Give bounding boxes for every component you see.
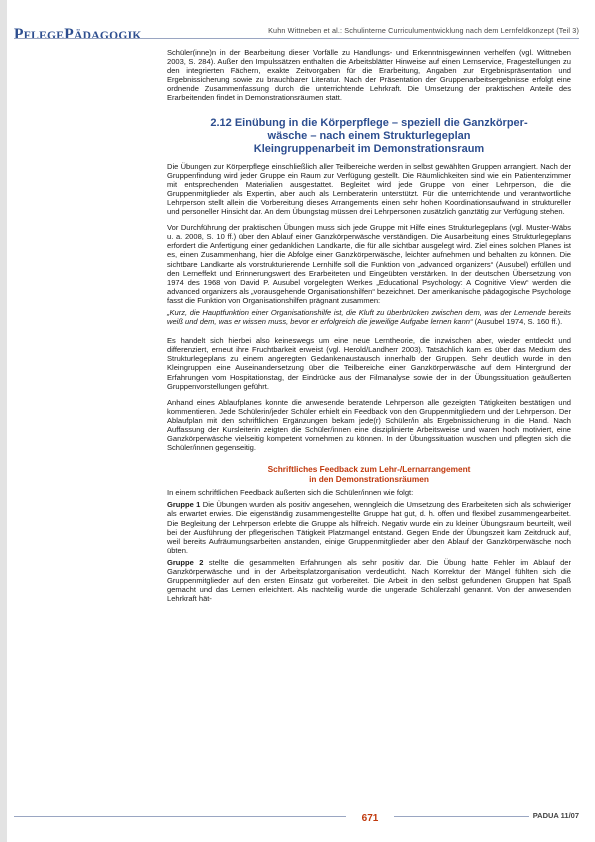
running-head: Kuhn Wittneben et al.: Schulinterne Curriculumentwicklung nach dem Lernfeldkonzept (Teil 3) xyxy=(268,26,579,35)
group-2-text: stellte die gesammelten Erfahrungen als sehr positiv dar. Die Übung hatte Fehler im Ablauf der Ganzkörperwäsche und in der Arbeitsplatzorganisation verdeutlicht. Nach Korrektur der Mängel fühlten sich die Gruppenmitglieder auf den ersten Einsatz gut vorbereitet. Die Arbeit in den selbst gefundenen Gruppen hat Spaß gemacht und das Lernen erleichtert. Als nachteilig wurde die ungerade Schülerzahl genannt. Von der anwesenden Lehrkraft hät- xyxy=(167,557,571,604)
footer-rule xyxy=(14,816,579,817)
subheading-line-2: in den Demonstrationsräumen xyxy=(309,474,429,485)
section-title-line-1: 2.12 Einübung in die Körperpflege – speziell die Ganzkörper- xyxy=(210,116,528,129)
subheading-line-1: Schriftliches Feedback zum Lehr-/Lernarrangement xyxy=(267,464,471,475)
logo-part-2: ÄDAGOGIK xyxy=(74,30,142,42)
page-footer xyxy=(14,810,579,832)
group-1-text: Die Übungen wurden als positiv angesehen, wenngleich die Umsetzung des Erarbeiteten sich als schwieriger als erwartet erwies. Die eigenständig zusammengestellte Gruppe hat gut, d. h. offen und flexibel zusammengearbeitet. Die Begleitung der Lehrperson erlebte die Gruppe als hilfreich. Negativ wurde ein zu kleiner Übungsraum beurteilt, weil bei der Ausführung der pflegerischen Tätigkeit Platzmangel entstand. Gegen Ende der Übungszeit kam Zeitdruck auf, weil bereits Aufräumungsarbeiten anstanden, einige Gruppenmitglieder aber den Ablauf der Ganzkörperwäsche noch übten. xyxy=(167,500,571,555)
page-margin-bar xyxy=(0,0,7,842)
paragraph-5: In einem schriftlichen Feedback äußerten sich die Schüler/innen wie folgt: xyxy=(167,488,414,498)
logo-initial-2: P xyxy=(64,26,75,43)
group-2-label: Gruppe 2 xyxy=(167,557,204,567)
subheading xyxy=(167,464,571,484)
quote-source: (Ausubel 1974, S. 160 ff.). xyxy=(472,317,563,327)
section-title-line-2: wäsche – nach einem Strukturlegeplan xyxy=(267,129,471,142)
section-title-line-3: Kleingruppenarbeit im Demonstrationsraum xyxy=(253,142,485,155)
paragraph-1: Die Übungen zur Körperpflege einschließlich aller Teilbereiche werden in selbst gewählten Gruppen arrangiert. Nach der Gruppenfindung wird jeder Gruppe ein Raum zur Verfügung gestellt. Die Räumlichkeiten sind wie ein Patientenzimmer mit entsprechenden Materialien ausgestattet. Begleitet wird jede Gruppe von einer Lehrperson, die die Gruppenmitglieder als Expertin, aber auch als Lernberaterin unterstützt. Für die unterrichtende und verantwortliche Lehrperson stellt allein die Vorbereitung dieses Arrangements einen sehr hohen Koordinationsaufwand in struktureller und personeller Hinsicht dar. An dem Übungstag müssen drei Lehrpersonen zusätzlich ganztätig zur Verfügung stehen. xyxy=(167,161,571,217)
journal-issue: PADUA 11/07 xyxy=(529,810,579,822)
group-2-feedback xyxy=(167,558,571,603)
paragraph-3: Es handelt sich hierbei also keineswegs um eine neue Lerntheorie, die inzwischen aber, wieder entdeckt und differenziert, erneut ihre Fruchtbarkeit erweist (vgl. Herold/Landherr 2003). Tatsächlich kam es über das Medium des Strukturlegeplans zu einem angeregten Gedankenaustausch innerhalb der Gruppen. Sehr deutlich wurde in den Kleingruppen eine Auseinandersetzung über die Teilbereiche einer Ganzkörperwäsche auf dem Hintergrund der Erfahrungen vom Hospitationstag, der Eindrücke aus der Filmanalyse sowie der in der Übungssituation geäußerten Gruppenvorstellungen geführt. xyxy=(167,336,571,391)
page-number-box xyxy=(346,808,394,824)
section-title xyxy=(167,117,571,156)
journal-logo xyxy=(14,26,142,44)
block-quote xyxy=(167,308,571,326)
page-number: 671 xyxy=(361,813,379,824)
quote-text: „Kurz, die Hauptfunktion einer Organisationshilfe ist, die Kluft zu überbrücken zwischen dem, was der Lernende bereits weiß und dem, was er wissen muss, bevor er erfolgreich die jeweilige Aufgabe lernen kann“ xyxy=(167,307,571,327)
header-rule xyxy=(14,38,579,39)
paragraph-4: Anhand eines Ablaufplanes konnte die anwesende beratende Lehrperson alle gezeigten Tätigkeiten bestätigen und kommentieren. Jede Schülerin/jeder Schüler erhielt ein Feedback von den Gruppenmitgliedern und der Lehrperson. Der Ablaufplan mit den schriftlichen Ergänzungen bekam jede(r) Schüler/in als Ergebnissicherung in die Hand. Nach Auffassung der Kursleiterin zeigten die Schüler/innen eine disziplinierte Arbeitsweise und waren hoch motiviert, eine Ganzkörperwäsche vielseitig kompetent vornehmen zu können. In der Übungssituation wuschen und pflegten sich die Schüler/innen gegenseitig. xyxy=(167,397,571,453)
intro-paragraph: Schüler(inne)n in der Bearbeitung dieser Vorfälle zu Handlungs- und Erkenntnisgewinnen verhelfen (vgl. Wittneben 2003, S. 284). Außer den Impulssätzen enthalten die Arbeitsblätter Hinweise auf einen Lernservice, Fragestellungen zu den integrierten Fächern, exakte Zeitvorgaben für die Erarbeitung, Angaben zur Ergebnispräsentation und Ergebnissicherung sowie zu brauchbarer Literatur. Nach der Präsentation der Gruppenarbeitsergebnisse erfolgt eine ordnende Zusammenfassung durch die unterrichtende Lehrkraft. Die Umsetzung der praktischen Anteile des Erarbeitenden findet in Demonstrationsräumen statt. xyxy=(167,48,571,103)
logo-initial-1: P xyxy=(14,26,24,43)
logo-part-1: FLEGE xyxy=(23,30,65,42)
group-1-label: Gruppe 1 xyxy=(167,500,201,510)
group-1-feedback xyxy=(167,500,571,555)
paragraph-2: Vor Durchführung der praktischen Übungen muss sich jede Gruppe mit Hilfe eines Strukturlegeplans (vgl. Muster-Wäbs u. a. 2008, S. 10 ff.) über den Ablauf einer Ganzkörperwäsche verständigen. Die Ausarbeitung eines Strukturlegeplans erfordert die Anfertigung einer gedanklichen Landkarte, die für alle sichtbar ausgelegt wird. Ziel eines solchen Planes ist es, einen Zusammenhang, hier die Abfolge einer Ganzkörperwäsche, leichter aufnehmen und behalten zu können. Die sichtbare Landkarte als vorstrukturierende Lernhilfe soll die Funktion von „advanced organizers“ (Ausubel) erfüllen und den Lerneffekt und Erinnerungswert des Erarbeiteten und Eingeübten verstärken. In der deutschen Übersetzung von 1974 des 1968 von David P. Ausubel vorgelegten Werkes „Educational Psychology: A Cognitive View“ werden die advanced organizers als „vorausgehende Organisationshilfen“ bezeichnet. Der amerikanische pädagogische Psychologe fasst die Funktion von Organisationshilfen prägnant zusammen: xyxy=(167,223,571,305)
article-body xyxy=(167,48,571,606)
page-header xyxy=(14,22,579,42)
